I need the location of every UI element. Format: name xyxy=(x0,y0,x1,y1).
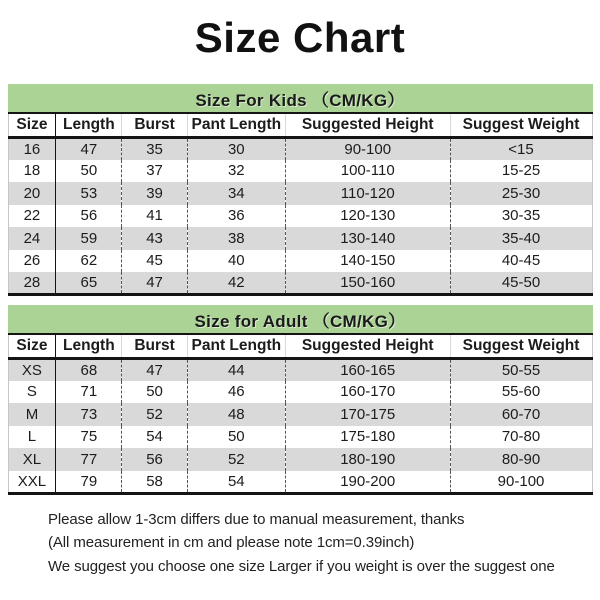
table-cell: 22 xyxy=(8,205,56,228)
measurement-note xyxy=(48,508,600,579)
table-cell: 16 xyxy=(8,137,56,160)
table-cell: 36 xyxy=(187,205,285,228)
table-cell: 40 xyxy=(187,250,285,273)
column-header: Pant Length xyxy=(187,334,285,358)
kids-table-body xyxy=(8,137,592,295)
adult-size-table xyxy=(8,333,593,495)
page-title: Size Chart xyxy=(194,14,406,61)
table-cell: 175-180 xyxy=(285,426,450,449)
table-cell: 160-165 xyxy=(285,358,450,381)
table-cell: 39 xyxy=(122,182,187,205)
kids-section-header: Size For Kids （CM/KG） xyxy=(8,84,593,112)
table-cell: 34 xyxy=(187,182,285,205)
table-row xyxy=(8,250,592,273)
table-cell: 190-200 xyxy=(285,471,450,494)
table-cell: 30 xyxy=(187,137,285,160)
table-cell: M xyxy=(8,403,56,426)
kids-size-table xyxy=(8,112,593,296)
table-cell: 90-100 xyxy=(285,137,450,160)
table-cell: L xyxy=(8,426,56,449)
table-cell: 59 xyxy=(56,227,122,250)
table-cell: <15 xyxy=(508,140,534,158)
table-cell: 40-45 xyxy=(501,252,541,270)
table-cell: 71 xyxy=(56,381,122,404)
column-header: Suggested Height xyxy=(285,113,450,137)
table-cell: 42 xyxy=(187,272,285,295)
table-cell: S xyxy=(8,381,56,404)
table-cell: 58 xyxy=(122,471,187,494)
table-row xyxy=(8,182,592,205)
table-cell: 52 xyxy=(122,403,187,426)
table-cell: 35 xyxy=(122,137,187,160)
note-line: Please allow 1-3cm differs due to manual measurement, thanks xyxy=(48,510,465,528)
table-cell: 65 xyxy=(56,272,122,295)
table-cell: 24 xyxy=(8,227,56,250)
header-row xyxy=(8,113,592,137)
column-header: Suggested Height xyxy=(285,334,450,358)
table-row xyxy=(8,403,592,426)
table-cell: 180-190 xyxy=(285,448,450,471)
table-cell: 44 xyxy=(187,358,285,381)
table-cell: 48 xyxy=(187,403,285,426)
table-row xyxy=(8,272,592,295)
table-row xyxy=(8,471,592,494)
table-cell: 45 xyxy=(122,250,187,273)
table-cell: 120-130 xyxy=(285,205,450,228)
table-cell: 79 xyxy=(56,471,122,494)
table-cell: 170-175 xyxy=(285,403,450,426)
note-line: (All measurement in cm and please note 1cm=0.39inch) xyxy=(48,534,415,551)
table-row xyxy=(8,160,592,183)
column-header: Size xyxy=(8,113,56,137)
note-line: We suggest you choose one size Larger if you weight is over the suggest one xyxy=(48,557,555,575)
table-cell: 77 xyxy=(56,448,122,471)
table-cell: 35-40 xyxy=(501,229,541,247)
table-cell: 20 xyxy=(8,182,56,205)
column-header: Suggest Weight xyxy=(450,334,592,358)
table-cell: 150-160 xyxy=(285,272,450,295)
table-row xyxy=(8,137,592,160)
column-header: Length xyxy=(56,334,122,358)
table-cell: 50-55 xyxy=(501,361,541,379)
table-cell: 54 xyxy=(122,426,187,449)
table-cell: XXL xyxy=(8,471,56,494)
kids-table-head xyxy=(8,113,592,137)
table-cell: 18 xyxy=(8,160,56,183)
table-cell: 52 xyxy=(187,448,285,471)
column-header: Pant Length xyxy=(187,113,285,137)
table-cell: 55-60 xyxy=(501,383,541,401)
header-row xyxy=(8,334,592,358)
table-row xyxy=(8,227,592,250)
table-cell: 54 xyxy=(187,471,285,494)
table-cell: 73 xyxy=(56,403,122,426)
table-cell: 110-120 xyxy=(285,182,450,205)
table-cell: 90-100 xyxy=(497,472,545,490)
table-cell: 43 xyxy=(122,227,187,250)
table-row xyxy=(8,205,592,228)
table-cell: 26 xyxy=(8,250,56,273)
table-row xyxy=(8,426,592,449)
table-cell: 41 xyxy=(122,205,187,228)
table-cell: 25-30 xyxy=(501,184,541,202)
column-header: Size xyxy=(8,334,56,358)
table-cell: 62 xyxy=(56,250,122,273)
table-cell: 30-35 xyxy=(501,207,541,225)
table-cell: 140-150 xyxy=(285,250,450,273)
table-cell: 28 xyxy=(8,272,56,295)
table-cell: 60-70 xyxy=(501,405,541,423)
table-cell: 56 xyxy=(122,448,187,471)
table-cell: 15-25 xyxy=(501,162,541,180)
column-header: Length xyxy=(56,113,122,137)
table-cell: 100-110 xyxy=(285,160,450,183)
table-cell: XL xyxy=(8,448,56,471)
table-cell: XS xyxy=(8,358,56,381)
table-cell: 130-140 xyxy=(285,227,450,250)
column-header: Suggest Weight xyxy=(450,113,592,137)
table-cell: 80-90 xyxy=(501,450,541,468)
adult-table-body xyxy=(8,358,592,493)
adult-section-header: Size for Adult （CM/KG） xyxy=(8,305,593,333)
column-header: Burst xyxy=(122,334,187,358)
table-cell: 37 xyxy=(122,160,187,183)
table-cell: 50 xyxy=(56,160,122,183)
table-row xyxy=(8,358,592,381)
table-cell: 47 xyxy=(56,137,122,160)
kids-size-section xyxy=(8,84,593,296)
table-cell: 50 xyxy=(187,426,285,449)
table-cell: 45-50 xyxy=(501,274,541,291)
table-row xyxy=(8,448,592,471)
table-cell: 160-170 xyxy=(285,381,450,404)
table-cell: 47 xyxy=(122,358,187,381)
adult-table-head xyxy=(8,334,592,358)
table-cell: 38 xyxy=(187,227,285,250)
table-cell: 75 xyxy=(56,426,122,449)
table-cell: 68 xyxy=(56,358,122,381)
adult-size-section xyxy=(8,305,593,495)
table-cell: 53 xyxy=(56,182,122,205)
table-cell: 46 xyxy=(187,381,285,404)
table-cell: 50 xyxy=(122,381,187,404)
table-row xyxy=(8,381,592,404)
table-cell: 70-80 xyxy=(501,428,541,446)
table-cell: 56 xyxy=(56,205,122,228)
table-cell: 32 xyxy=(187,160,285,183)
table-cell: 47 xyxy=(122,272,187,295)
column-header: Burst xyxy=(122,113,187,137)
